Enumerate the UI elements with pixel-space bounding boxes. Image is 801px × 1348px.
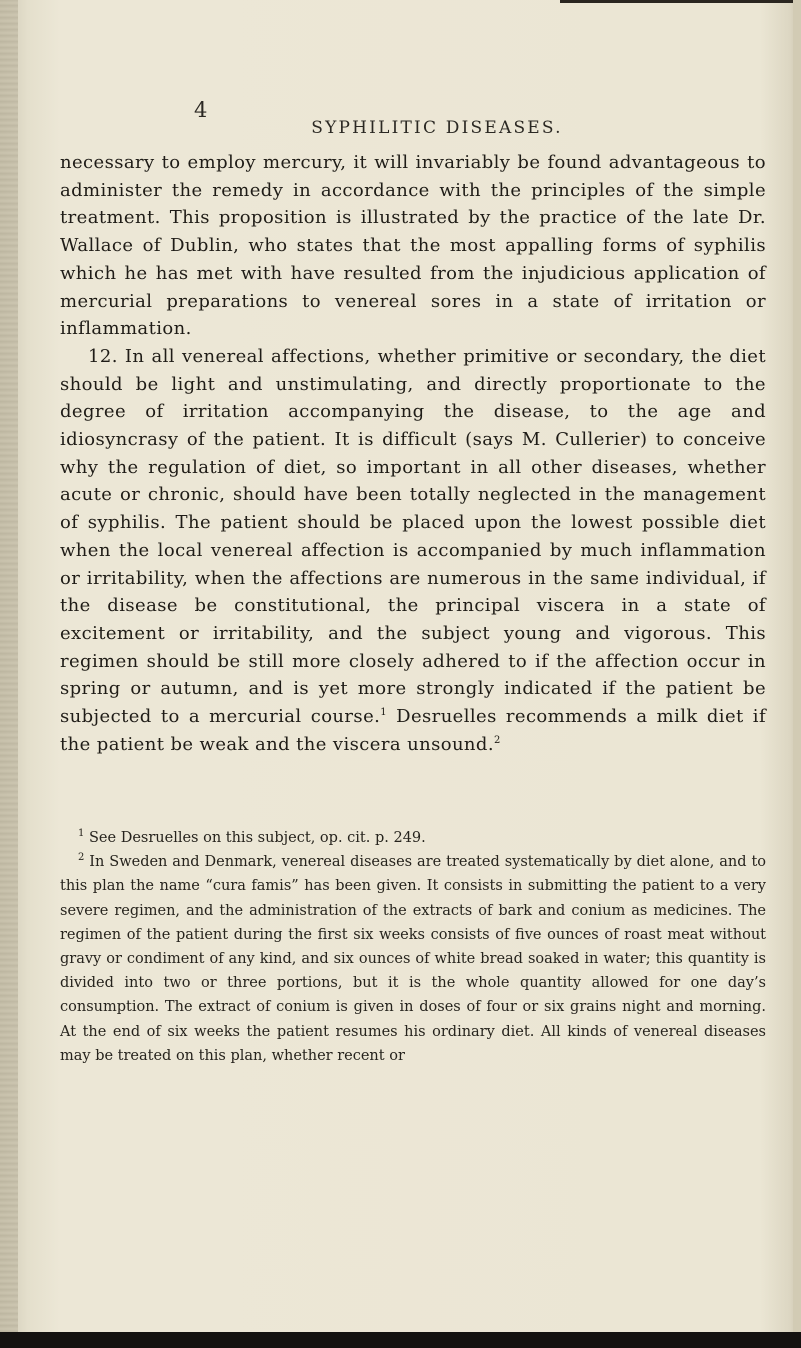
footnote-1-marker: 1	[78, 828, 85, 840]
top-edge-rule	[560, 0, 801, 3]
footnote-1-text: See Desruelles on this subject, op. cit. p. 249.	[84, 830, 426, 846]
paragraph-12	[60, 343, 766, 759]
page-binding-edge	[0, 0, 18, 1348]
footnote-ref-2: 2	[493, 734, 501, 746]
body-text	[60, 149, 766, 758]
footnote-2-text: In Sweden and Denmark, venereal diseases are treated systematically by diet alone, and to this plan the name “cura famis” has been given. It consists in submitting the patient to a very severe regimen, and the administration of the extracts of bark and conium as medicines. The regimen of the patient during the first six weeks consists of five ounces of roast meat without gravy or condiment of any kind, and six ounces of white bread soaked in water; this quantity is divided into two or three portions, but it is the whole quantity allowed for one day’s consumption. The extract of conium is given in doses of four or six grains night and morning. At the end of six weeks the patient resumes his ordinary diet. All kinds of venereal diseases may be treated on this plan, whether recent or	[60, 854, 766, 1064]
paragraph-12-text-end: Desruelles recommends a milk diet if the patient be weak and the viscera unsound.	[60, 706, 767, 755]
footnote-1	[60, 826, 766, 850]
footnote-ref-1: 1	[380, 707, 388, 719]
footnotes	[60, 826, 766, 1068]
paragraph-continuation: necessary to employ mercury, it will invariably be found advantageous to administer the remedy in accordance with the principles of the simple treatment. This proposition is illustrated by the practice of the late Dr. Wallace of Dublin, who states that the most appalling forms of syphilis which he has met with have resulted from the injudicious application of mercurial preparations to venereal sores in a state of irritation or inflammation.	[60, 152, 766, 340]
running-head: SYPHILITIC DISEASES.	[311, 118, 563, 138]
footnote-2-marker: 2	[78, 852, 85, 864]
footnote-2	[60, 850, 766, 1068]
right-page-edge	[793, 0, 801, 1332]
paragraph-12-text: 12. In all venereal affections, whether primitive or secondary, the diet should be light and unstimulating, and directly proportionate to the degree of irritation accompanying the disease, to the age and idiosyncrasy of the patient. It is difficult (says M. Cullerier) to conceive why the regulation of diet, so important in all other diseases, whether acute or chronic, should have been totally neglected in the management of syphilis. The patient should be placed upon the lowest possible diet when the local venereal affection is accompanied by much inflammation or irritability, when the affections are numerous in the same individual, if the disease be constitutional, the principal viscera in a state of excitement or irritability, and the subject young and vigorous. This regimen should be still more closely adhered to if the affection occur in spring or autumn, and is yet more strongly indicated if the patient be subjected to a mercurial course.	[60, 345, 766, 728]
page-number: 4	[194, 98, 208, 122]
bottom-edge-band	[0, 1332, 801, 1348]
